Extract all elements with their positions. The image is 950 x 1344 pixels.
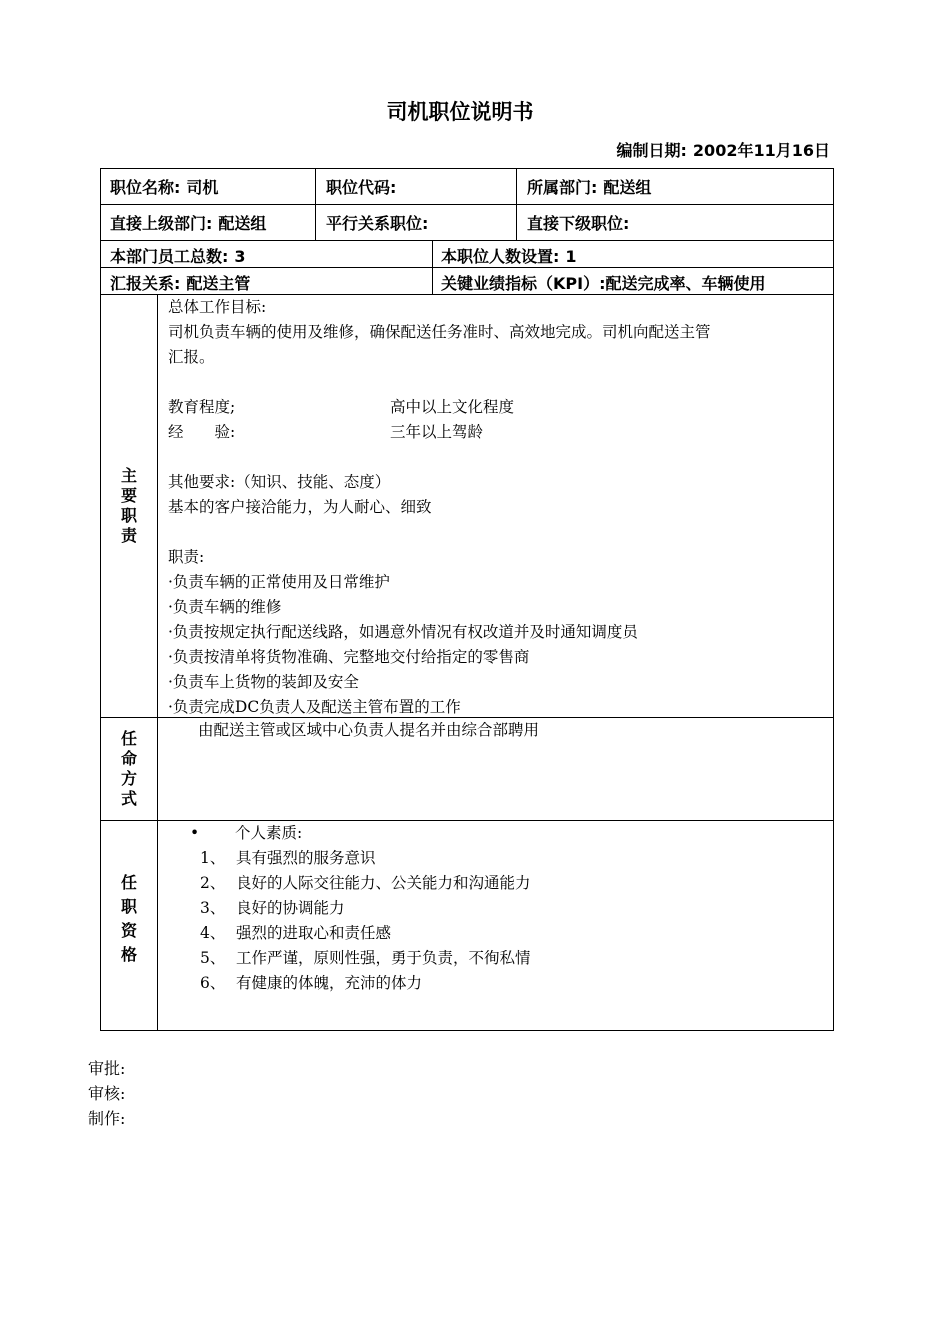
education-label: 教育程度;	[168, 398, 236, 416]
dept-staff-cell	[110, 244, 246, 267]
appointment-text: 由配送主管或区域中心负责人提名并由综合部聘用	[198, 721, 540, 739]
position-code-cell	[326, 175, 402, 198]
goal-text-line1: 司机负责车辆的使用及维修，确保配送任务准时、高效地完成。司机向配送主管	[168, 323, 711, 341]
parallel-label: 平行关系职位:	[326, 214, 429, 233]
subordinate-label: 直接下级职位:	[527, 214, 630, 233]
headcount-value: 1	[565, 247, 577, 266]
duty-item: ·负责车上货物的装卸及安全	[168, 673, 359, 691]
kpi-label: 关键业绩指标（KPI）:	[441, 274, 606, 293]
duty-item: ·负责按规定执行配送线路，如遇意外情况有权改道并及时通知调度员	[168, 623, 638, 641]
superior-dept-cell	[110, 211, 266, 234]
kpi-cell	[441, 271, 766, 294]
bullet-icon: •	[190, 824, 200, 842]
review-label: 审核:	[88, 1084, 126, 1103]
date-value: 2002年11月16日	[692, 141, 830, 160]
qualification-item: 1、 具有强烈的服务意识	[200, 849, 376, 867]
qualification-item: 4、 强烈的进取心和责任感	[200, 924, 392, 942]
qualification-item: 6、 有健康的体魄，充沛的体力	[200, 974, 423, 992]
duty-item: ·负责按清单将货物准确、完整地交付给指定的零售商	[168, 648, 530, 666]
date-label: 编制日期:	[616, 141, 687, 160]
experience-label: 经 验:	[168, 423, 236, 441]
duty-item: ·负责完成DC负责人及配送主管布置的工作	[168, 698, 461, 716]
main-duties-label: 主 要 职 责	[120, 466, 137, 545]
qualifications-label: 任 职 资 格	[120, 873, 137, 964]
report-label: 汇报关系:	[110, 274, 181, 293]
goal-text-line2: 汇报。	[168, 348, 215, 366]
position-code-label: 职位代码:	[326, 178, 397, 197]
other-requirements-text: 基本的客户接洽能力，为人耐心、细致	[168, 498, 432, 516]
other-requirements-label: 其他要求:（知识、技能、态度）	[168, 473, 391, 491]
signoff-block	[88, 1056, 125, 1131]
subordinate-cell	[527, 211, 635, 234]
page-title: 司机职位说明书	[386, 100, 534, 124]
parallel-position-cell	[326, 211, 434, 234]
main-duties-content	[168, 295, 828, 720]
qualification-item: 3、 良好的协调能力	[200, 899, 345, 917]
make-label: 制作:	[88, 1109, 126, 1128]
duties-label: 职责:	[168, 548, 205, 566]
superior-dept-value: 配送组	[218, 214, 267, 233]
experience-value: 三年以上驾龄	[390, 423, 484, 441]
duty-item: ·负责车辆的维修	[168, 598, 282, 616]
approve-label: 审批:	[88, 1059, 126, 1078]
report-value: 配送主管	[186, 274, 251, 293]
department-value: 配送组	[603, 178, 652, 197]
position-name-label: 职位名称:	[110, 178, 181, 197]
qualification-item: 2、 良好的人际交往能力、公关能力和沟通能力	[200, 874, 531, 892]
education-value: 高中以上文化程度	[390, 398, 515, 416]
department-label: 所属部门:	[527, 178, 598, 197]
dept-staff-label: 本部门员工总数:	[110, 247, 229, 266]
qualification-item: 5、 工作严谨，原则性强，勇于负责，不徇私情	[200, 949, 531, 967]
department-cell	[527, 175, 651, 198]
goal-label: 总体工作目标:	[168, 298, 267, 316]
appointment-label: 任 命 方 式	[120, 729, 137, 808]
position-name-cell	[110, 175, 218, 198]
kpi-value: 配送完成率、车辆使用	[605, 274, 766, 293]
qualifications-content	[190, 821, 820, 996]
superior-dept-label: 直接上级部门:	[110, 214, 213, 233]
report-cell	[110, 271, 250, 294]
headcount-cell	[441, 244, 577, 267]
position-name-value: 司机	[186, 178, 219, 197]
qualifications-heading: 个人素质:	[235, 824, 303, 842]
duty-item: ·负责车辆的正常使用及日常维护	[168, 573, 390, 591]
compile-date	[617, 138, 830, 161]
headcount-label: 本职位人数设置:	[441, 247, 560, 266]
dept-staff-value: 3	[234, 247, 246, 266]
